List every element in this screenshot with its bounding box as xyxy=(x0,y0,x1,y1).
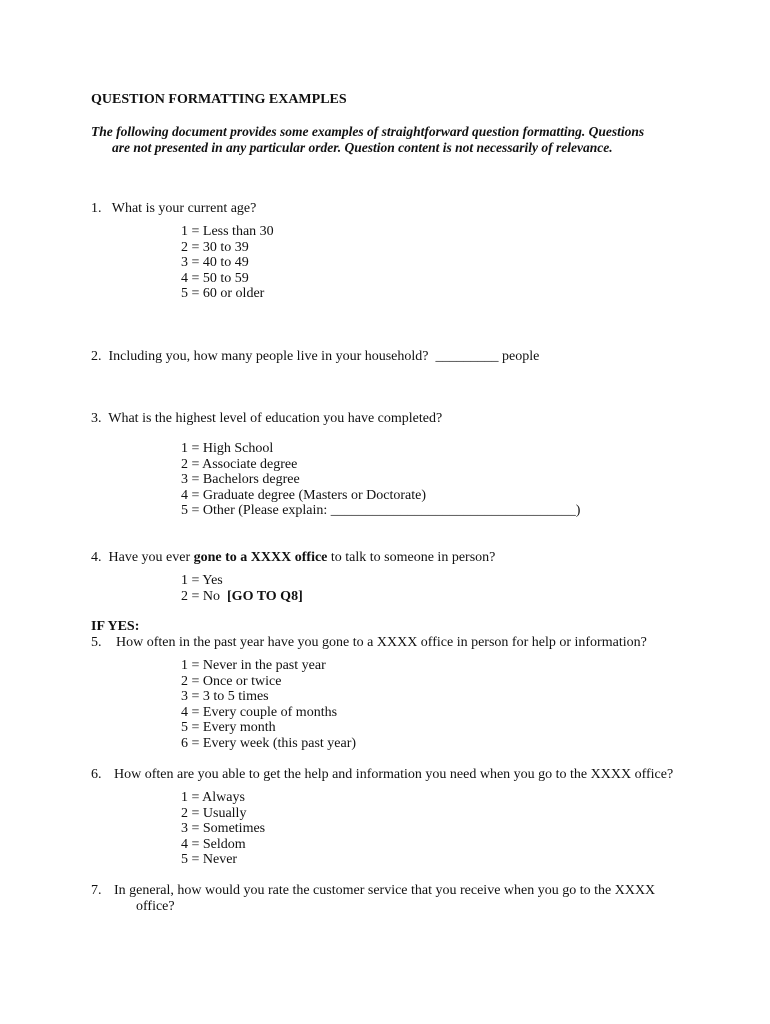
question-text-line-1: In general, how would you rate the customer service that you receive when you go to the XXXX xyxy=(114,883,656,898)
question-text: What is your current age? xyxy=(111,201,257,216)
question-text: What is the highest level of education you have completed? xyxy=(108,411,443,426)
if-yes-label: IF YES: xyxy=(91,619,140,634)
question-6 xyxy=(91,767,102,783)
answer-blank: _________ xyxy=(435,349,499,364)
option: 1 = Always xyxy=(181,790,245,805)
option: 2 = Once or twice xyxy=(181,673,282,689)
option-other: 5 = Other (Please explain: ___________________________________) xyxy=(181,503,581,519)
other-blank: ___________________________________ xyxy=(330,503,576,519)
option: 4 = Graduate degree (Masters or Doctorate) xyxy=(181,487,427,503)
question-5-options xyxy=(181,658,356,752)
question-emphasis: gone to a XXXX office xyxy=(193,550,328,565)
option: 6 = Every week (this past year) xyxy=(181,735,357,751)
question-4: 4. Have you ever gone to a XXXX office to talk to someone in person? xyxy=(91,550,496,565)
question-5 xyxy=(91,635,102,651)
question-number: 3. xyxy=(91,411,102,426)
question-6-options xyxy=(181,790,265,868)
option: 1 = High School xyxy=(181,441,274,456)
question-number: 1. xyxy=(91,201,102,216)
question-number: 4. xyxy=(91,550,102,565)
option: 4 = Seldom xyxy=(181,836,246,852)
question-2 xyxy=(91,349,539,365)
option: 3 = 40 to 49 xyxy=(181,255,249,271)
option: 2 = Associate degree xyxy=(181,456,298,472)
intro-line-1: The following document provides some examples of straightforward question formatting. Questions xyxy=(91,124,645,139)
option: 2 = No [GO TO Q8] xyxy=(181,588,303,604)
question-number: 2. xyxy=(91,349,102,364)
skip-instruction: [GO TO Q8] xyxy=(227,588,303,604)
option: 3 = Bachelors degree xyxy=(181,472,300,488)
intro-line-2: are not presented in any particular order. Question content is not necessarily of relevance. xyxy=(112,140,613,155)
question-1 xyxy=(91,201,256,217)
option: 5 = 60 or older xyxy=(181,286,265,302)
option: 3 = Sometimes xyxy=(181,821,266,837)
question-number: 7. xyxy=(91,883,102,898)
option: 1 = Less than 30 xyxy=(181,224,274,239)
question-3 xyxy=(91,411,442,427)
page-title: QUESTION FORMATTING EXAMPLES xyxy=(91,92,347,107)
question-text: How often are you able to get the help and information you need when you go to the XXXX office? xyxy=(114,767,674,782)
option: 2 = Usually xyxy=(181,805,247,821)
option: 1 = Never in the past year xyxy=(181,658,326,673)
question-text: Including you, how many people live in your household? xyxy=(108,349,429,364)
option: 2 = 30 to 39 xyxy=(181,239,249,255)
question-1-options xyxy=(181,224,274,302)
option: 4 = Every couple of months xyxy=(181,704,338,720)
question-number: 6. xyxy=(91,767,102,782)
question-text-line-2: office? xyxy=(136,899,175,914)
option: 3 = 3 to 5 times xyxy=(181,689,269,705)
question-number: 5. xyxy=(91,635,102,650)
question-text: How often in the past year have you gone to a XXXX office in person for help or information? xyxy=(116,635,647,650)
option: 5 = Every month xyxy=(181,720,276,736)
question-7 xyxy=(91,883,102,899)
question-3-options xyxy=(181,441,580,519)
option: 5 = Never xyxy=(181,852,238,868)
option: 1 = Yes xyxy=(181,573,223,588)
answer-suffix: people xyxy=(502,349,540,364)
option: 4 = 50 to 59 xyxy=(181,270,249,286)
question-4-options xyxy=(181,573,303,604)
